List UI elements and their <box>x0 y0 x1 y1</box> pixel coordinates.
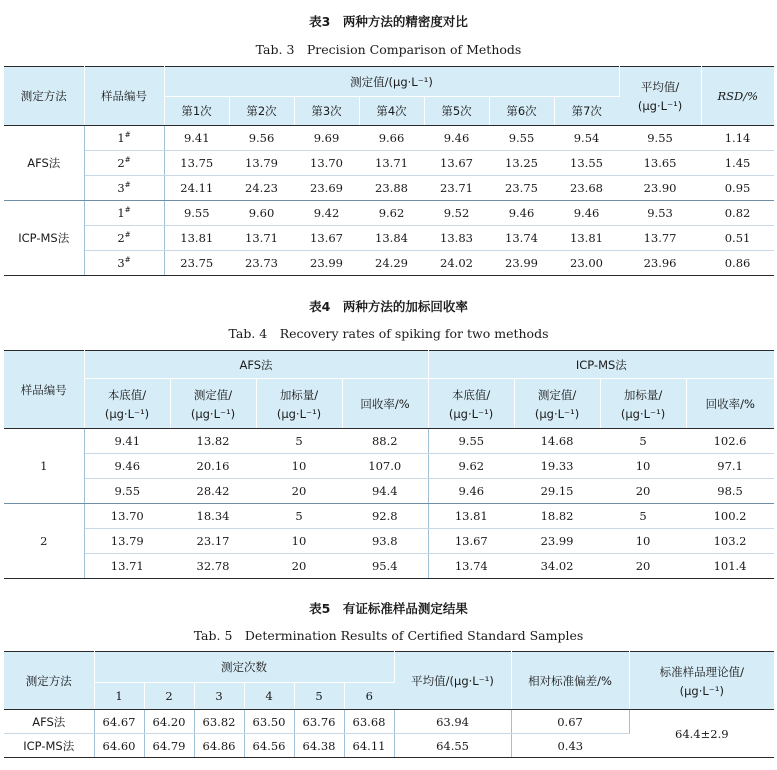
value-cell: 9.54 <box>554 126 619 151</box>
value-cell: 13.75 <box>164 151 229 176</box>
value-cell: 9.46 <box>424 126 489 151</box>
value-cell: 13.25 <box>489 151 554 176</box>
mean-cell: 13.65 <box>619 151 701 176</box>
header-run: 第7次 <box>554 97 619 126</box>
sample-cell: 3# <box>84 251 164 276</box>
table-row <box>4 176 774 201</box>
mean-cell: 13.77 <box>619 226 701 251</box>
header-background: 本底值/ (μg·L⁻¹) <box>84 379 170 429</box>
value-cell: 64.86 <box>194 734 244 758</box>
value-cell: 29.15 <box>514 479 600 504</box>
header-measured: 测定值/ (μg·L⁻¹) <box>170 379 256 429</box>
header-rsd: 相对标准偏差/% <box>511 652 629 710</box>
value-cell: 19.33 <box>514 454 600 479</box>
rsd-cell: 1.14 <box>701 126 774 151</box>
table4-caption-cn: 表4 两种方法的加标回收率 <box>309 299 468 314</box>
value-cell: 20 <box>600 554 686 579</box>
value-cell: 13.74 <box>428 554 514 579</box>
table-row <box>4 251 774 276</box>
value-cell: 24.29 <box>359 251 424 276</box>
table-row <box>4 710 774 734</box>
value-cell: 103.2 <box>686 529 774 554</box>
value-cell: 13.71 <box>229 226 294 251</box>
sample-cell: 2# <box>84 151 164 176</box>
sample-cell: 2 <box>4 504 84 579</box>
value-cell: 18.82 <box>514 504 600 529</box>
header-spiked: 加标量/ (μg·L⁻¹) <box>256 379 342 429</box>
value-cell: 10 <box>256 454 342 479</box>
value-cell: 64.79 <box>144 734 194 758</box>
value-cell: 10 <box>600 454 686 479</box>
header-run: 4 <box>244 683 294 710</box>
header-run: 第6次 <box>489 97 554 126</box>
header-mean-unit: (μg·L⁻¹) <box>637 99 683 113</box>
header-sample-no: 样品编号 <box>4 351 84 429</box>
value-cell: 9.66 <box>359 126 424 151</box>
table3 <box>4 66 774 276</box>
value-cell: 9.55 <box>428 429 514 454</box>
value-cell: 98.5 <box>686 479 774 504</box>
table-row <box>4 479 774 504</box>
value-cell: 9.56 <box>229 126 294 151</box>
table5-caption-cn: 表5 有证标准样品测定结果 <box>309 601 468 616</box>
value-cell: 13.67 <box>294 226 359 251</box>
header-run: 第4次 <box>359 97 424 126</box>
value-cell: 93.8 <box>342 529 428 554</box>
value-cell: 13.67 <box>428 529 514 554</box>
value-cell: 23.75 <box>489 176 554 201</box>
header-run: 第1次 <box>164 97 229 126</box>
header-icp: ICP-MS法 <box>428 351 774 379</box>
rsd-cell: 0.51 <box>701 226 774 251</box>
rsd-cell: 0.67 <box>511 710 629 734</box>
value-cell: 88.2 <box>342 429 428 454</box>
value-cell: 9.55 <box>84 479 170 504</box>
value-cell: 9.41 <box>164 126 229 151</box>
mean-cell: 9.53 <box>619 201 701 226</box>
header-spiked: 加标量/ (μg·L⁻¹) <box>600 379 686 429</box>
table-row <box>4 126 774 151</box>
value-cell: 14.68 <box>514 429 600 454</box>
table4-caption-en: Tab. 4 Recovery rates of spiking for two methods <box>228 326 549 341</box>
value-cell: 9.46 <box>428 479 514 504</box>
value-cell: 5 <box>600 429 686 454</box>
table3-caption-en: Tab. 3 Precision Comparison of Methods <box>255 42 522 57</box>
value-cell: 23.99 <box>489 251 554 276</box>
value-cell: 13.74 <box>489 226 554 251</box>
table-row <box>4 151 774 176</box>
rsd-cell: 0.82 <box>701 201 774 226</box>
header-count: 测定次数 <box>94 652 394 683</box>
value-cell: 13.71 <box>84 554 170 579</box>
header-run: 第2次 <box>229 97 294 126</box>
header-theory: 标准样品理论值/ (μg·L⁻¹) <box>629 652 774 710</box>
mean-cell: 23.96 <box>619 251 701 276</box>
header-recovery: 回收率/% <box>686 379 774 429</box>
table-row <box>4 429 774 454</box>
header-run: 6 <box>344 683 394 710</box>
value-cell: 9.52 <box>424 201 489 226</box>
table5 <box>4 651 774 758</box>
value-cell: 24.11 <box>164 176 229 201</box>
header-recovery: 回收率/% <box>342 379 428 429</box>
value-cell: 64.56 <box>244 734 294 758</box>
sample-cell: 2# <box>84 226 164 251</box>
value-cell: 102.6 <box>686 429 774 454</box>
header-run: 3 <box>194 683 244 710</box>
value-cell: 18.34 <box>170 504 256 529</box>
value-cell: 20.16 <box>170 454 256 479</box>
table4 <box>4 350 774 579</box>
value-cell: 9.46 <box>554 201 619 226</box>
value-cell: 13.81 <box>428 504 514 529</box>
value-cell: 13.81 <box>164 226 229 251</box>
header-sample-no: 样品编号 <box>84 67 164 126</box>
value-cell: 13.83 <box>424 226 489 251</box>
value-cell: 97.1 <box>686 454 774 479</box>
value-cell: 5 <box>600 504 686 529</box>
header-mean: 平均值/(μg·L⁻¹) <box>394 652 511 710</box>
value-cell: 28.42 <box>170 479 256 504</box>
method-cell: ICP-MS法 <box>4 734 94 758</box>
value-cell: 5 <box>256 429 342 454</box>
value-cell: 13.79 <box>84 529 170 554</box>
mean-cell: 63.94 <box>394 710 511 734</box>
method-cell: AFS法 <box>4 710 94 734</box>
header-measured: 测定值/ (μg·L⁻¹) <box>514 379 600 429</box>
header-rsd: RSD/% <box>701 67 774 126</box>
rsd-cell: 0.86 <box>701 251 774 276</box>
value-cell: 94.4 <box>342 479 428 504</box>
value-cell: 9.46 <box>489 201 554 226</box>
rsd-cell: 1.45 <box>701 151 774 176</box>
header-run: 5 <box>294 683 344 710</box>
value-cell: 13.84 <box>359 226 424 251</box>
header-afs: AFS法 <box>84 351 428 379</box>
value-cell: 13.79 <box>229 151 294 176</box>
theory-cell: 64.4±2.9 <box>629 710 774 758</box>
value-cell: 23.73 <box>229 251 294 276</box>
value-cell: 10 <box>256 529 342 554</box>
value-cell: 64.60 <box>94 734 144 758</box>
value-cell: 24.02 <box>424 251 489 276</box>
sample-cell: 1# <box>84 126 164 151</box>
table5-caption-en: Tab. 5 Determination Results of Certified Standard Samples <box>193 628 584 643</box>
value-cell: 9.46 <box>84 454 170 479</box>
value-cell: 100.2 <box>686 504 774 529</box>
value-cell: 13.81 <box>554 226 619 251</box>
table-row <box>4 529 774 554</box>
table-row <box>4 201 774 226</box>
table-row <box>4 554 774 579</box>
value-cell: 64.67 <box>94 710 144 734</box>
value-cell: 13.70 <box>294 151 359 176</box>
header-mean <box>619 67 701 126</box>
header-method: 测定方法 <box>4 67 84 126</box>
value-cell: 20 <box>256 479 342 504</box>
rsd-cell: 0.43 <box>511 734 629 758</box>
value-cell: 63.76 <box>294 710 344 734</box>
value-cell: 23.99 <box>514 529 600 554</box>
value-cell: 24.23 <box>229 176 294 201</box>
value-cell: 9.60 <box>229 201 294 226</box>
value-cell: 13.55 <box>554 151 619 176</box>
value-cell: 13.70 <box>84 504 170 529</box>
value-cell: 92.8 <box>342 504 428 529</box>
header-run: 第5次 <box>424 97 489 126</box>
value-cell: 64.20 <box>144 710 194 734</box>
method-cell: ICP-MS法 <box>4 201 84 276</box>
table-row <box>4 504 774 529</box>
header-measured: 测定值/(μg·L⁻¹) <box>164 67 619 97</box>
value-cell: 23.71 <box>424 176 489 201</box>
value-cell: 64.38 <box>294 734 344 758</box>
value-cell: 9.62 <box>428 454 514 479</box>
value-cell: 9.55 <box>164 201 229 226</box>
header-run: 2 <box>144 683 194 710</box>
table-row <box>4 454 774 479</box>
value-cell: 107.0 <box>342 454 428 479</box>
value-cell: 32.78 <box>170 554 256 579</box>
value-cell: 23.99 <box>294 251 359 276</box>
value-cell: 95.4 <box>342 554 428 579</box>
header-mean-label: 平均值/ <box>640 80 680 94</box>
value-cell: 34.02 <box>514 554 600 579</box>
value-cell: 13.67 <box>424 151 489 176</box>
value-cell: 63.50 <box>244 710 294 734</box>
header-run: 1 <box>94 683 144 710</box>
value-cell: 9.42 <box>294 201 359 226</box>
value-cell: 9.41 <box>84 429 170 454</box>
header-method: 测定方法 <box>4 652 94 710</box>
table-row <box>4 226 774 251</box>
value-cell: 63.82 <box>194 710 244 734</box>
rsd-cell: 0.95 <box>701 176 774 201</box>
value-cell: 9.62 <box>359 201 424 226</box>
value-cell: 13.82 <box>170 429 256 454</box>
value-cell: 23.68 <box>554 176 619 201</box>
value-cell: 23.00 <box>554 251 619 276</box>
table3-caption-cn: 表3 两种方法的精密度对比 <box>309 14 468 29</box>
value-cell: 23.88 <box>359 176 424 201</box>
sample-cell: 1 <box>4 429 84 504</box>
mean-cell: 23.90 <box>619 176 701 201</box>
value-cell: 5 <box>256 504 342 529</box>
value-cell: 101.4 <box>686 554 774 579</box>
value-cell: 63.68 <box>344 710 394 734</box>
value-cell: 23.69 <box>294 176 359 201</box>
value-cell: 13.71 <box>359 151 424 176</box>
mean-cell: 9.55 <box>619 126 701 151</box>
header-background: 本底值/ (μg·L⁻¹) <box>428 379 514 429</box>
value-cell: 20 <box>600 479 686 504</box>
sample-cell: 1# <box>84 201 164 226</box>
value-cell: 9.69 <box>294 126 359 151</box>
value-cell: 64.11 <box>344 734 394 758</box>
value-cell: 10 <box>600 529 686 554</box>
value-cell: 9.55 <box>489 126 554 151</box>
sample-cell: 3# <box>84 176 164 201</box>
value-cell: 23.17 <box>170 529 256 554</box>
mean-cell: 64.55 <box>394 734 511 758</box>
header-run: 第3次 <box>294 97 359 126</box>
method-cell: AFS法 <box>4 126 84 201</box>
value-cell: 20 <box>256 554 342 579</box>
value-cell: 23.75 <box>164 251 229 276</box>
